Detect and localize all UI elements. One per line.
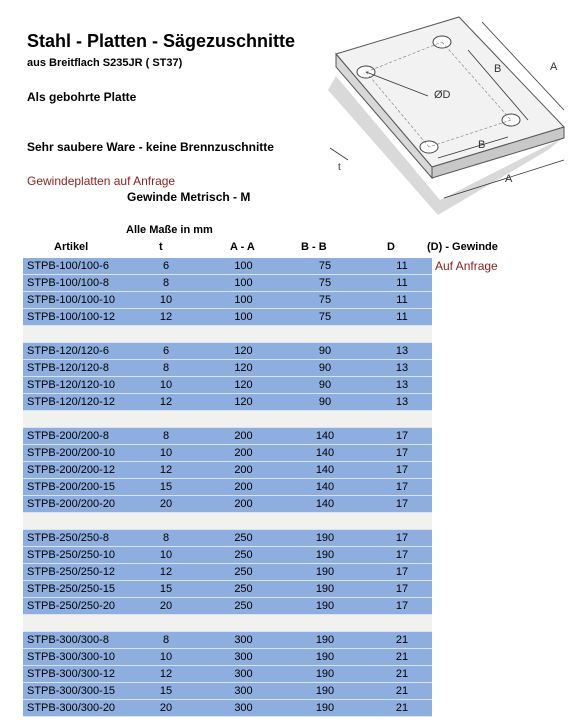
cell-t: 6	[162, 260, 170, 272]
thread-value: Auf Anfrage	[435, 259, 498, 273]
cell-t: 10	[159, 447, 173, 459]
table-row	[23, 479, 432, 496]
cell-bb: 75	[318, 311, 332, 323]
table-row	[23, 394, 432, 411]
col-header-bb: B - B	[301, 241, 327, 253]
cell-artikel: STPB-250/250-12	[27, 566, 116, 578]
cell-bb: 190	[315, 549, 335, 561]
quality-note: Sehr saubere Ware - keine Brennzuschnitte	[27, 140, 274, 154]
cell-artikel: STPB-120/120-12	[27, 396, 116, 408]
cell-d: 17	[395, 583, 409, 595]
plate-type-note: Als gebohrte Platte	[27, 90, 137, 104]
cell-aa: 250	[234, 532, 253, 544]
cell-artikel: STPB-250/250-8	[27, 532, 109, 544]
cell-d: 13	[395, 345, 409, 357]
cell-t: 20	[159, 600, 173, 612]
cell-artikel: STPB-120/120-6	[27, 345, 109, 357]
cell-aa: 250	[234, 583, 253, 595]
cell-aa: 300	[234, 651, 253, 663]
cell-aa: 200	[234, 481, 253, 493]
cell-d: 17	[395, 532, 409, 544]
table-row	[23, 700, 432, 717]
cell-aa: 100	[234, 311, 253, 323]
table-row	[23, 496, 432, 513]
cell-t: 20	[159, 498, 173, 510]
cell-d: 17	[395, 464, 409, 476]
cell-artikel: STPB-120/120-8	[27, 362, 109, 374]
cell-aa: 250	[234, 600, 253, 612]
cell-aa: 100	[234, 277, 253, 289]
table-row	[23, 547, 432, 564]
table-row	[23, 275, 432, 292]
cell-t: 10	[159, 549, 173, 561]
cell-aa: 200	[234, 498, 253, 510]
cell-aa: 300	[234, 634, 253, 646]
cell-artikel: STPB-100/100-10	[27, 294, 116, 306]
table-row	[23, 343, 432, 360]
cell-t: 8	[162, 430, 170, 442]
cell-artikel: STPB-200/200-15	[27, 481, 116, 493]
page-title: Stahl - Platten - Sägezuschnitte	[27, 31, 296, 51]
table-row	[23, 258, 432, 275]
cell-artikel: STPB-250/250-20	[27, 600, 116, 612]
cell-artikel: STPB-300/300-20	[27, 702, 116, 714]
cell-bb: 140	[315, 498, 335, 510]
group-separator	[23, 615, 432, 632]
cell-artikel: STPB-100/100-12	[27, 311, 116, 323]
cell-d: 13	[395, 362, 409, 374]
cell-d: 17	[395, 566, 409, 578]
cell-bb: 140	[315, 430, 335, 442]
cell-d: 11	[396, 311, 408, 323]
cell-d: 21	[395, 702, 409, 714]
cell-t: 8	[162, 362, 170, 374]
cell-t: 6	[162, 345, 170, 357]
col-header-aa: A - A	[230, 241, 255, 253]
product-table	[23, 258, 432, 717]
cell-bb: 75	[318, 277, 332, 289]
table-row	[23, 632, 432, 649]
cell-t: 8	[162, 532, 170, 544]
table-row	[23, 292, 432, 309]
cell-bb: 140	[315, 464, 335, 476]
cell-t: 12	[159, 566, 173, 578]
col-header-artikel: Artikel	[54, 241, 89, 253]
material-subtitle: aus Breitflach S235JR ( ST37)	[27, 57, 183, 69]
cell-t: 12	[159, 396, 173, 408]
cell-t: 15	[159, 481, 173, 493]
cell-bb: 75	[318, 294, 332, 306]
cell-t: 10	[159, 379, 173, 391]
table-row	[23, 428, 432, 445]
cell-artikel: STPB-300/300-15	[27, 685, 116, 697]
table-row	[23, 309, 432, 326]
cell-artikel: STPB-100/100-6	[27, 260, 109, 272]
table-row	[23, 564, 432, 581]
cell-artikel: STPB-300/300-8	[27, 634, 109, 646]
table-row	[23, 649, 432, 666]
col-header-t: t	[159, 241, 163, 253]
cell-aa: 120	[234, 362, 253, 374]
table-row	[23, 581, 432, 598]
group-separator	[23, 411, 432, 428]
cell-t: 8	[162, 277, 170, 289]
cell-t: 20	[159, 702, 173, 714]
diagram-label-d: ØD	[434, 89, 451, 101]
cell-d: 11	[396, 294, 408, 306]
diagram-label-b-bottom: B	[478, 139, 486, 151]
cell-bb: 190	[315, 583, 335, 595]
cell-d: 21	[395, 634, 409, 646]
cell-t: 12	[159, 668, 173, 680]
thread-note: Gewinde Metrisch - M	[127, 190, 251, 204]
cell-artikel: STPB-300/300-12	[27, 668, 116, 680]
cell-artikel: STPB-300/300-10	[27, 651, 116, 663]
cell-d: 17	[395, 447, 409, 459]
cell-d: 17	[395, 430, 409, 442]
table-row	[23, 462, 432, 479]
cell-artikel: STPB-200/200-10	[27, 447, 116, 459]
cell-d: 17	[395, 481, 409, 493]
table-row	[23, 360, 432, 377]
cell-d: 17	[395, 498, 409, 510]
cell-d: 13	[395, 396, 409, 408]
col-header-gewinde: (D) - Gewinde	[427, 241, 498, 253]
cell-artikel: STPB-250/250-10	[27, 549, 116, 561]
cell-aa: 200	[234, 430, 253, 442]
cell-artikel: STPB-200/200-12	[27, 464, 116, 476]
cell-aa: 250	[234, 549, 253, 561]
cell-aa: 200	[234, 464, 253, 476]
cell-artikel: STPB-120/120-10	[27, 379, 116, 391]
cell-aa: 100	[234, 260, 253, 272]
diagram-label-b-right: B	[494, 63, 502, 75]
cell-t: 15	[159, 685, 173, 697]
group-separator	[23, 326, 432, 343]
cell-bb: 190	[315, 702, 335, 714]
cell-aa: 300	[234, 668, 253, 680]
cell-t: 12	[159, 464, 173, 476]
plate-diagram	[318, 10, 583, 215]
cell-bb: 140	[315, 481, 335, 493]
cell-d: 11	[396, 260, 408, 272]
cell-artikel: STPB-200/200-20	[27, 498, 116, 510]
cell-d: 21	[395, 668, 409, 680]
cell-bb: 90	[318, 345, 332, 357]
cell-t: 10	[159, 651, 173, 663]
thread-request-note: Gewindeplatten auf Anfrage	[27, 174, 176, 188]
cell-d: 13	[395, 379, 409, 391]
cell-bb: 190	[315, 685, 335, 697]
cell-t: 15	[159, 583, 173, 595]
table-row	[23, 598, 432, 615]
group-separator	[23, 513, 432, 530]
table-row	[23, 445, 432, 462]
cell-aa: 120	[234, 379, 253, 391]
table-row	[23, 666, 432, 683]
cell-bb: 140	[315, 447, 335, 459]
cell-bb: 190	[315, 532, 335, 544]
cell-bb: 190	[315, 566, 335, 578]
diagram-label-a-bottom: A	[505, 173, 513, 185]
cell-t: 12	[159, 311, 173, 323]
cell-aa: 300	[234, 702, 253, 714]
cell-aa: 120	[234, 396, 253, 408]
table-row	[23, 683, 432, 700]
cell-artikel: STPB-100/100-8	[27, 277, 109, 289]
cell-bb: 90	[318, 396, 332, 408]
cell-aa: 300	[234, 685, 253, 697]
cell-d: 21	[395, 651, 409, 663]
diagram-label-a-right: A	[550, 61, 558, 73]
cell-t: 8	[162, 634, 170, 646]
cell-t: 10	[159, 294, 173, 306]
diagram-label-t: t	[338, 162, 341, 173]
cell-d: 11	[396, 277, 408, 289]
cell-d: 17	[395, 549, 409, 561]
cell-artikel: STPB-250/250-15	[27, 583, 116, 595]
table-row	[23, 530, 432, 547]
cell-bb: 90	[318, 379, 332, 391]
cell-d: 21	[395, 685, 409, 697]
cell-bb: 190	[315, 634, 335, 646]
cell-bb: 90	[318, 362, 332, 374]
col-header-d: D	[387, 241, 395, 253]
cell-artikel: STPB-200/200-8	[27, 430, 109, 442]
cell-bb: 190	[315, 668, 335, 680]
cell-aa: 120	[234, 345, 253, 357]
cell-aa: 250	[234, 566, 253, 578]
cell-bb: 190	[315, 600, 335, 612]
cell-bb: 190	[315, 651, 335, 663]
cell-bb: 75	[318, 260, 332, 272]
cell-aa: 100	[234, 294, 253, 306]
table-row	[23, 377, 432, 394]
units-note: Alle Maße in mm	[126, 224, 213, 236]
cell-aa: 200	[234, 447, 253, 459]
cell-d: 17	[395, 600, 409, 612]
